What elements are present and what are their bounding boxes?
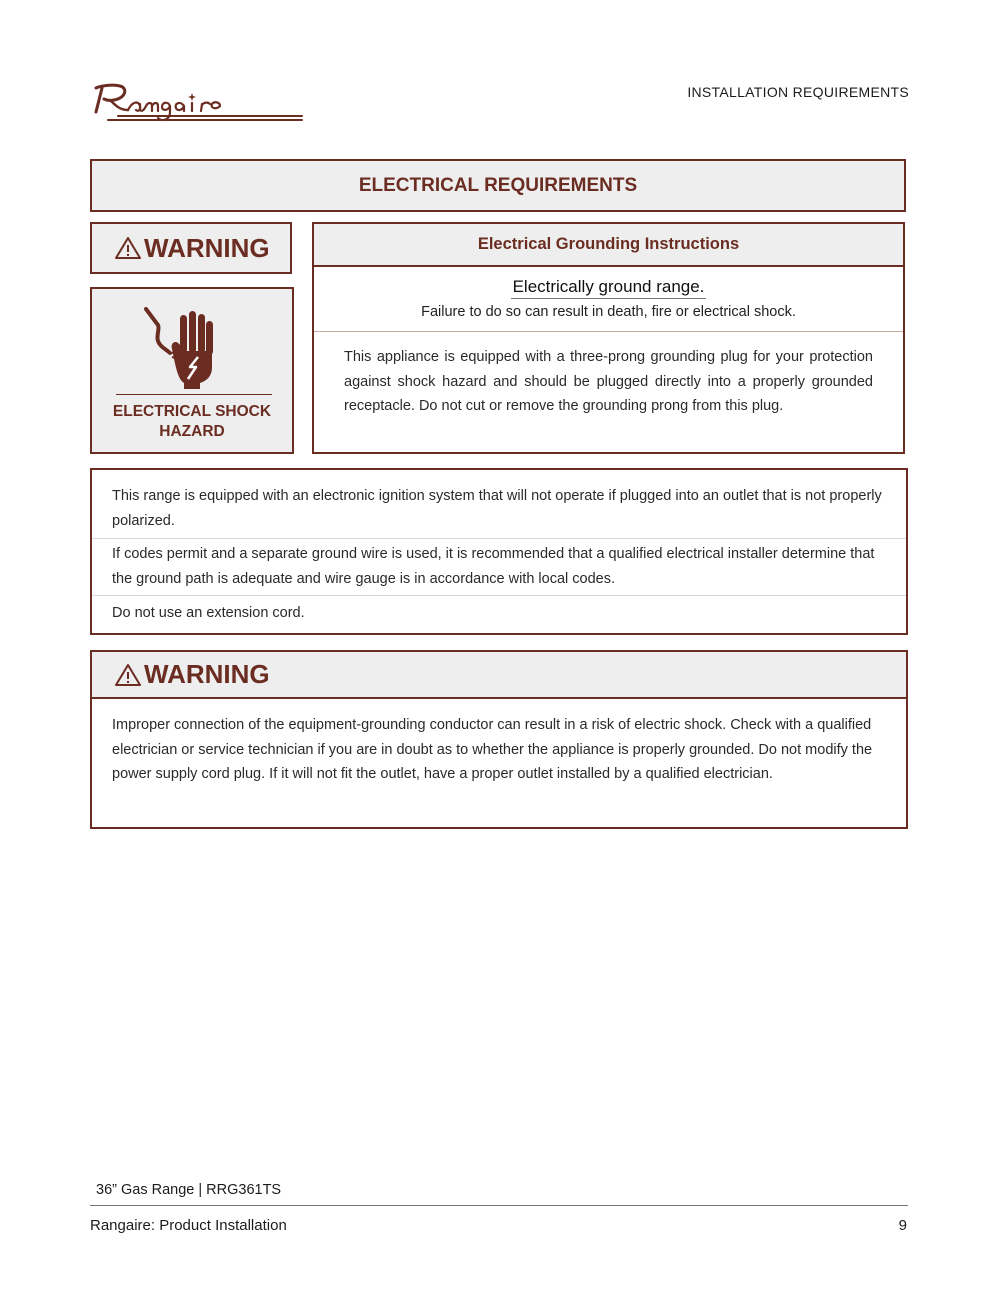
- warning2-heading-bar: [92, 652, 906, 699]
- grounding-subtitle: Electrically ground range.: [511, 277, 707, 299]
- note-divider: [92, 595, 906, 596]
- page-number: 9: [898, 1217, 907, 1234]
- note-item: If codes permit and a separate ground wire is used, it is recommended that a qualified electrical installer determine that the ground path is adequate and wire gauge is in accordance with local codes.: [112, 546, 875, 587]
- hazard-label: ELECTRICAL SHOCK HAZARD: [112, 403, 272, 440]
- electrical-shock-hazard-box: [90, 287, 294, 454]
- warning-box-grounding-conductor: [90, 650, 908, 829]
- electrical-shock-hand-icon: [142, 305, 222, 389]
- rangaire-logo: [88, 76, 312, 126]
- grounding-body-text: This appliance is equipped with a three-prong grounding plug for your protection against shock hazard and should be plugged directly into a properly grounded receptacle. Do not cut or remove the grounding prong from this plug.: [344, 349, 873, 414]
- warning2-body-text: Improper connection of the equipment-grounding conductor can result in a risk of electric shock. Check with a qualified electrician or service technician if you are in doubt as to whether the appliance is properly grounded. Do not modify the power supply cord plug. If it will not fit the outlet, have a proper outlet installed by a qualified electrician.: [112, 717, 873, 782]
- grounding-heading: Electrical Grounding Instructions: [477, 235, 740, 253]
- footer-model: 36” Gas Range | RRG361TS: [96, 1182, 282, 1198]
- warning-triangle-icon: [114, 663, 142, 687]
- note-item: This range is equipped with an electronic ignition system that will not operate if plugged into an outlet that is not properly polarized.: [112, 488, 882, 529]
- electrical-notes-box: [90, 468, 908, 635]
- warning-label-box: [90, 222, 292, 274]
- header-section-title: INSTALLATION REQUIREMENTS: [687, 84, 909, 100]
- hazard-divider: [116, 394, 272, 395]
- grounding-divider: [314, 331, 903, 332]
- note-item: Do not use an extension cord.: [112, 605, 305, 621]
- warning2-label: WARNING: [144, 659, 270, 689]
- electrical-requirements-title-bar: [90, 159, 906, 212]
- grounding-instructions-box: [312, 222, 905, 454]
- warning-label: WARNING: [144, 232, 270, 263]
- footer-divider: [90, 1205, 908, 1206]
- grounding-subtitle-row: [314, 277, 903, 297]
- warning-triangle-icon: [114, 236, 142, 260]
- grounding-warning-text: Failure to do so can result in death, fire or electrical shock.: [421, 304, 796, 320]
- page-title: ELECTRICAL REQUIREMENTS: [358, 174, 638, 196]
- note-divider: [92, 538, 906, 539]
- grounding-heading-bar: [314, 224, 903, 267]
- footer-document-title: Rangaire: Product Installation: [90, 1217, 287, 1234]
